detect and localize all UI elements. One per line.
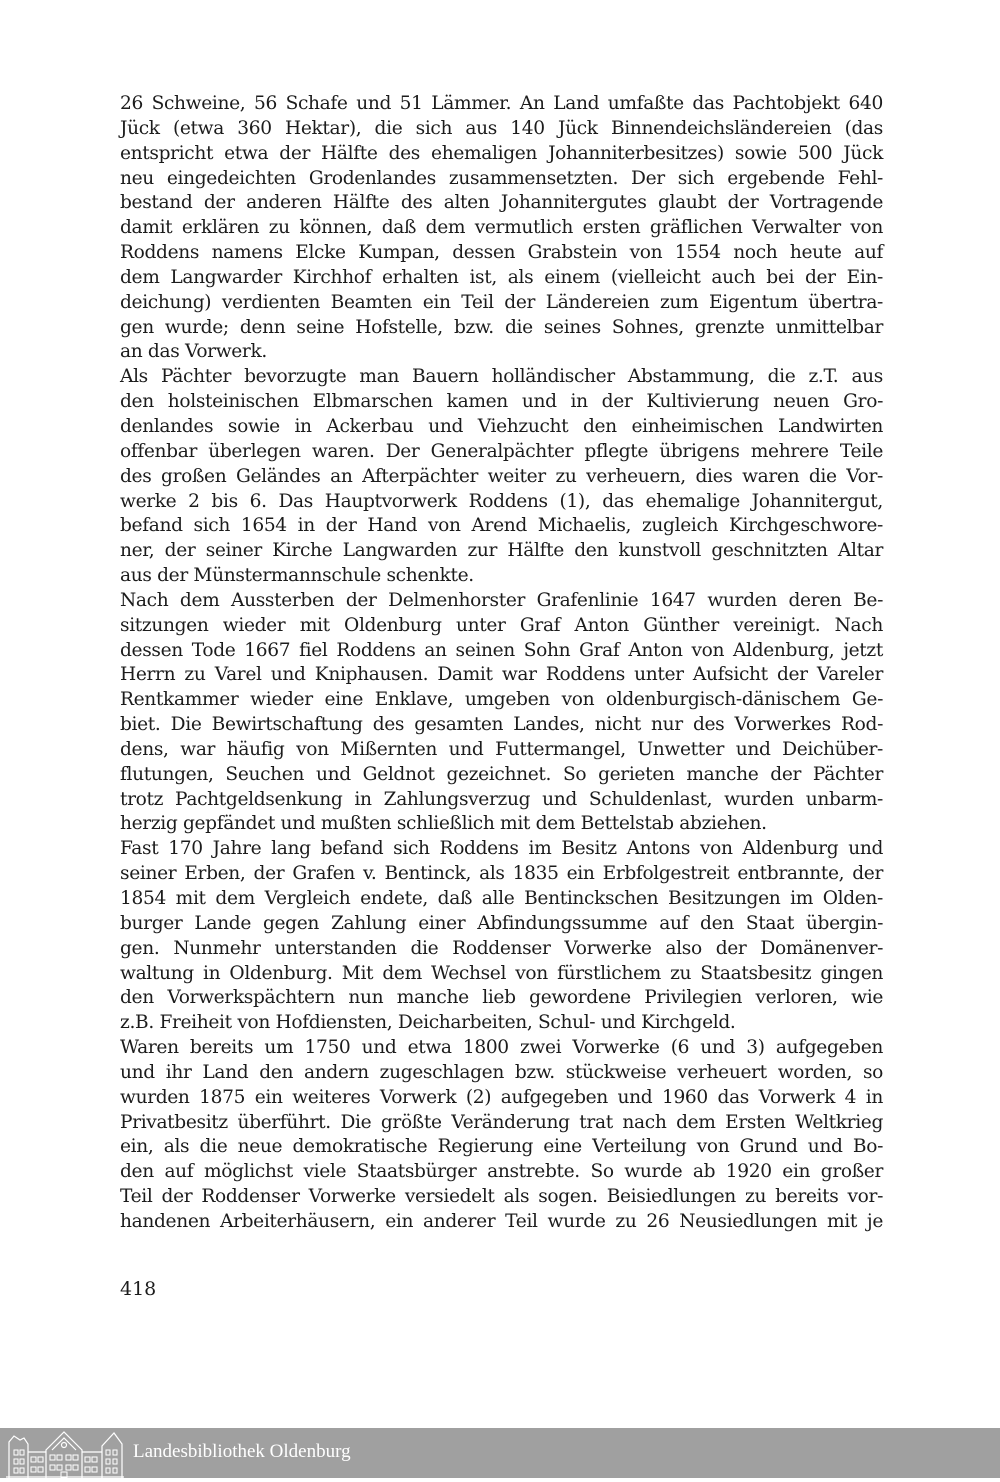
text-line: trotz Pachtgeldsenkung in Zahlungsverzug und Schuldenlast, wurden unbarm- <box>120 788 883 810</box>
text-line: ner, der seiner Kirche Langwarden zur Hälfte den kunstvoll geschnitzten Altar <box>120 540 883 562</box>
text-line: z.B. Freiheit von Hofdiensten, Deicharbeiten, Schul- und Kirchgeld. <box>120 1012 736 1034</box>
page-number: 418 <box>120 1278 157 1300</box>
paragraph <box>120 92 883 365</box>
page-body-text <box>120 92 883 1235</box>
text-line: 1854 mit dem Vergleich endete, daß alle Bentinckschen Besitzungen im Olden- <box>120 888 883 909</box>
text-line: des großen Geländes an Afterpächter weiter zu verheuern, dies waren die Vor- <box>120 465 883 487</box>
text-line: den auf möglichst viele Staatsbürger anstrebte. So wurde ab 1920 ein großer <box>120 1161 883 1183</box>
text-line: damit erklären zu können, daß dem vermutlich ersten gräflichen Verwalter von <box>120 217 883 239</box>
paragraph <box>120 365 883 589</box>
text-line: den holsteinischen Elbmarschen kamen und in der Kultivierung neuen Gro- <box>120 391 883 413</box>
text-line: befand sich 1654 in der Hand von Arend Michaelis, zugleich Kirchgeschwore- <box>120 515 883 537</box>
text-line: aus der Münstermannschule schenkte. <box>120 565 474 587</box>
text-line: 26 Schweine, 56 Schafe und 51 Lämmer. An Land umfaßte das Pachtobjekt 640 <box>120 93 883 114</box>
text-line: dessen Tode 1667 fiel Roddens an seinen Sohn Graf Anton von Aldenburg, jetzt <box>120 639 883 661</box>
text-line: Nach dem Aussterben der Delmenhorster Grafenlinie 1647 wurden deren Be- <box>120 589 883 611</box>
text-line: gen wurde; denn seine Hofstelle, bzw. die seines Sohnes, grenzte unmittelbar <box>120 316 883 338</box>
text-line: dens, war häufig von Mißernten und Futtermangel, Unwetter und Deichüber- <box>120 738 883 760</box>
text-line: Fast 170 Jahre lang befand sich Roddens im Besitz Antons von Aldenburg und <box>120 838 883 860</box>
paragraph <box>120 1036 883 1235</box>
text-line: deichung) verdienten Beamten ein Teil der Ländereien zum Eigentum übertra- <box>120 291 883 313</box>
text-line: entspricht etwa der Hälfte des ehemaligen Johanniterbesitzes) sowie 500 Jück <box>120 142 883 164</box>
text-line: denlandes sowie in Ackerbau und Viehzucht den einheimischen Landwirten <box>120 415 883 437</box>
paragraph <box>120 837 883 1036</box>
text-line: Herrn zu Varel und Kniphausen. Damit war Roddens unter Aufsicht der Vareler <box>120 664 883 686</box>
text-line: dem Langwarder Kirchhof erhalten ist, als einem (vielleicht auch bei der Ein- <box>120 266 883 288</box>
text-line: Teil der Roddenser Vorwerke versiedelt als sogen. Beisiedlungen zu bereits vor- <box>120 1186 883 1208</box>
text-line: offenbar überlegen waren. Der Generalpächter pflegte übrigens mehrere Teile <box>120 440 883 462</box>
library-footer-bar <box>0 1428 1000 1478</box>
text-line: burger Lande gegen Zahlung einer Abfindungssumme auf den Staat übergin- <box>120 912 883 934</box>
text-line: bestand der anderen Hälfte des alten Johannitergutes glaubt der Vortragende <box>120 192 883 214</box>
text-line: neu eingedeichten Grodenlandes zusammensetzten. Der sich ergebende Fehl- <box>120 167 883 189</box>
text-line: Jück (etwa 360 Hektar), die sich aus 140 Jück Binnendeichsländereien (das <box>120 117 883 139</box>
text-line: Rentkammer wieder eine Enklave, umgeben von oldenburgisch-dänischem Ge- <box>120 689 883 711</box>
library-building-icon <box>6 1430 124 1478</box>
text-line: Als Pächter bevorzugte man Bauern holländischer Abstammung, die z.T. aus <box>120 366 883 388</box>
text-line: sitzungen wieder mit Oldenburg unter Graf Anton Günther vereinigt. Nach <box>120 614 883 636</box>
library-name: Landesbibliothek Oldenburg <box>133 1441 351 1462</box>
text-line: ein, als die neue demokratische Regierung eine Verteilung von Grund und Bo- <box>120 1136 883 1158</box>
text-line: und ihr Land den andern zugeschlagen bzw. stückweise verheuert worden, so <box>120 1061 883 1083</box>
text-line: flutungen, Seuchen und Geldnot gezeichnet. So gerieten manche der Pächter <box>120 763 883 785</box>
text-line: den Vorwerkspächtern nun manche lieb gewordene Privilegien verloren, wie <box>120 987 883 1009</box>
text-line: wurden 1875 ein weiteres Vorwerk (2) aufgegeben und 1960 das Vorwerk 4 in <box>120 1086 883 1108</box>
text-line: handenen Arbeiterhäusern, ein anderer Teil wurde zu 26 Neusiedlungen mit je <box>120 1210 883 1232</box>
text-line: seiner Erben, der Grafen v. Bentinck, als 1835 ein Erbfolgestreit entbrannte, der <box>120 863 883 885</box>
text-line: herzig gepfändet und mußten schließlich mit dem Bettelstab abziehen. <box>120 813 767 835</box>
text-line: Privatbesitz überführt. Die größte Veränderung trat nach dem Ersten Weltkrieg <box>120 1111 883 1133</box>
text-line: an das Vorwerk. <box>120 341 267 363</box>
text-line: biet. Die Bewirtschaftung des gesamten Landes, nicht nur des Vorwerkes Rod- <box>120 714 883 736</box>
text-line: Roddens namens Elcke Kumpan, dessen Grabstein von 1554 noch heute auf <box>120 242 883 264</box>
text-line: waltung in Oldenburg. Mit dem Wechsel von fürstlichem zu Staatsbesitz gingen <box>120 962 883 984</box>
text-line: Waren bereits um 1750 und etwa 1800 zwei Vorwerke (6 und 3) aufgegeben <box>120 1037 883 1059</box>
text-line: werke 2 bis 6. Das Hauptvorwerk Roddens (1), das ehemalige Johannitergut, <box>120 490 883 512</box>
text-line: gen. Nunmehr unterstanden die Roddenser Vorwerke also der Domänenver- <box>120 937 883 959</box>
paragraph <box>120 589 883 837</box>
